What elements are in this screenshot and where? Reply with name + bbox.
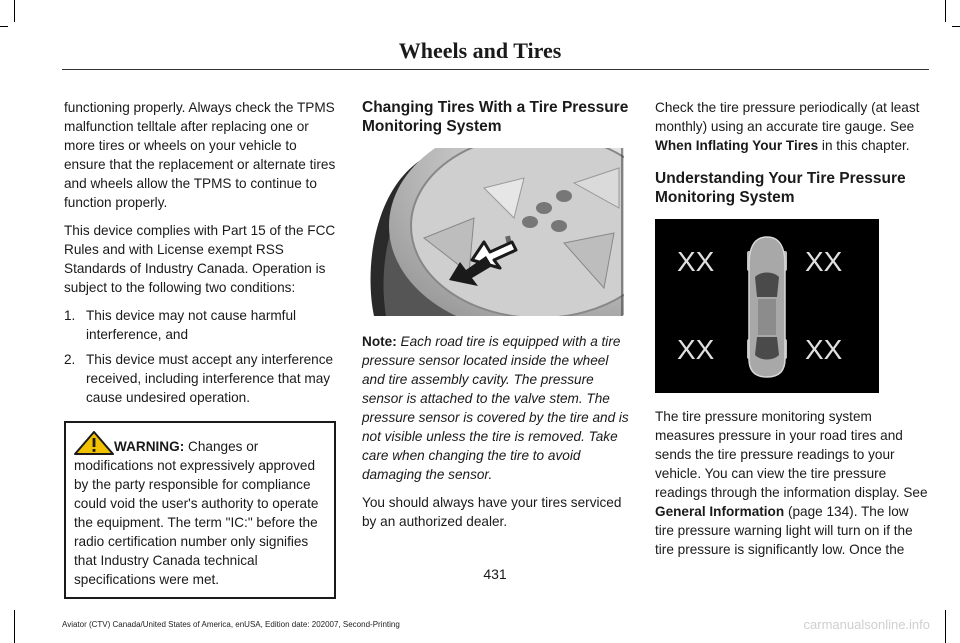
- car-top-view-icon: [747, 237, 787, 377]
- tpms-display-illustration: [655, 219, 879, 393]
- crop-mark: [945, 0, 946, 22]
- tire-pressure-rear-right: XX: [805, 334, 843, 365]
- list-item: [64, 350, 336, 407]
- cross-reference-link[interactable]: When Inflating Your Tires: [655, 138, 819, 153]
- crop-mark: [0, 26, 8, 27]
- section-heading: Understanding Your Tire Pressure Monitoring System: [655, 170, 906, 206]
- column-1: [64, 98, 336, 599]
- tire-pressure-front-right: XX: [805, 246, 843, 277]
- crop-mark: [14, 0, 15, 22]
- condition-list: [64, 306, 336, 407]
- paragraph-text: The tire pressure monitoring system measures pressure in your road tires and sends the tire pressure readings to your vehicle. You can view the tire pressure readings through the information display. See: [655, 409, 928, 500]
- warning-triangle-icon: [74, 431, 114, 455]
- crop-mark: [945, 610, 946, 643]
- watermark: carmanualsonline.info: [803, 617, 930, 632]
- page-number: 431: [483, 566, 507, 582]
- paragraph: This device complies with Part 15 of the FCC Rules and with License exempt RSS Standards of Industry Canada. Operation is subject to the following two conditions:: [64, 223, 336, 295]
- paragraph-text: in this chapter.: [818, 138, 910, 153]
- column-3: [655, 98, 930, 568]
- cross-reference-link[interactable]: General Information: [655, 504, 785, 519]
- paragraph-text: (page 134). The low tire pressure warning light will turn on if the tire pressure is significantly low. Once the: [655, 504, 913, 557]
- list-text: This device may not cause harmful interference, and: [86, 308, 297, 342]
- paragraph: functioning properly. Always check the TPMS malfunction telltale after replacing one or more tires or wheels on your vehicle to ensure that the replacement or alternate tires and wheels allow the TPMS to continue to function properly.: [64, 100, 336, 210]
- paragraph-text: Check the tire pressure periodically (at least monthly) using an accurate tire gauge. See: [655, 100, 920, 134]
- list-text: This device must accept any interference received, including interference that may cause undesired operation.: [86, 352, 334, 405]
- note-paragraph: [362, 332, 632, 484]
- warning-text: Changes or modifications not expressively approved by the party responsible for compliance could void the user's authority to operate the equipment. The term "IC:" before the radio certification number only signifies that Industry Canada technical specifications were met.: [74, 439, 319, 587]
- tire-pressure-rear-left: XX: [677, 334, 715, 365]
- note-text: Each road tire is equipped with a tire pressure sensor located inside the wheel and tire assembly cavity. The pressure sensor is attached to the valve stem. The pressure sensor is covered by the tire and is not visible unless the tire is removed. Take care when changing the tire to avoid damaging the sensor.: [362, 334, 629, 482]
- column-2: [362, 98, 632, 540]
- list-item: [64, 306, 336, 344]
- page-title: Wheels and Tires: [398, 38, 562, 63]
- warning-label: WARNING:: [114, 439, 185, 454]
- note-label: Note:: [362, 334, 397, 349]
- list-number: 2.: [64, 352, 76, 367]
- wheel-valve-illustration: [364, 148, 624, 316]
- paragraph: [655, 98, 930, 155]
- paragraph: [655, 407, 930, 559]
- tire-pressure-front-left: XX: [677, 246, 715, 277]
- crop-mark: [952, 26, 960, 27]
- crop-mark: [14, 610, 15, 643]
- paragraph: You should always have your tires serviced by an authorized dealer.: [362, 495, 622, 529]
- list-number: 1.: [64, 308, 76, 323]
- footer-edition-info: Aviator (CTV) Canada/United States of America, enUSA, Edition date: 202007, Second-Printing: [62, 620, 400, 629]
- header-divider: [62, 69, 929, 70]
- section-heading: Changing Tires With a Tire Pressure Monitoring System: [362, 99, 629, 135]
